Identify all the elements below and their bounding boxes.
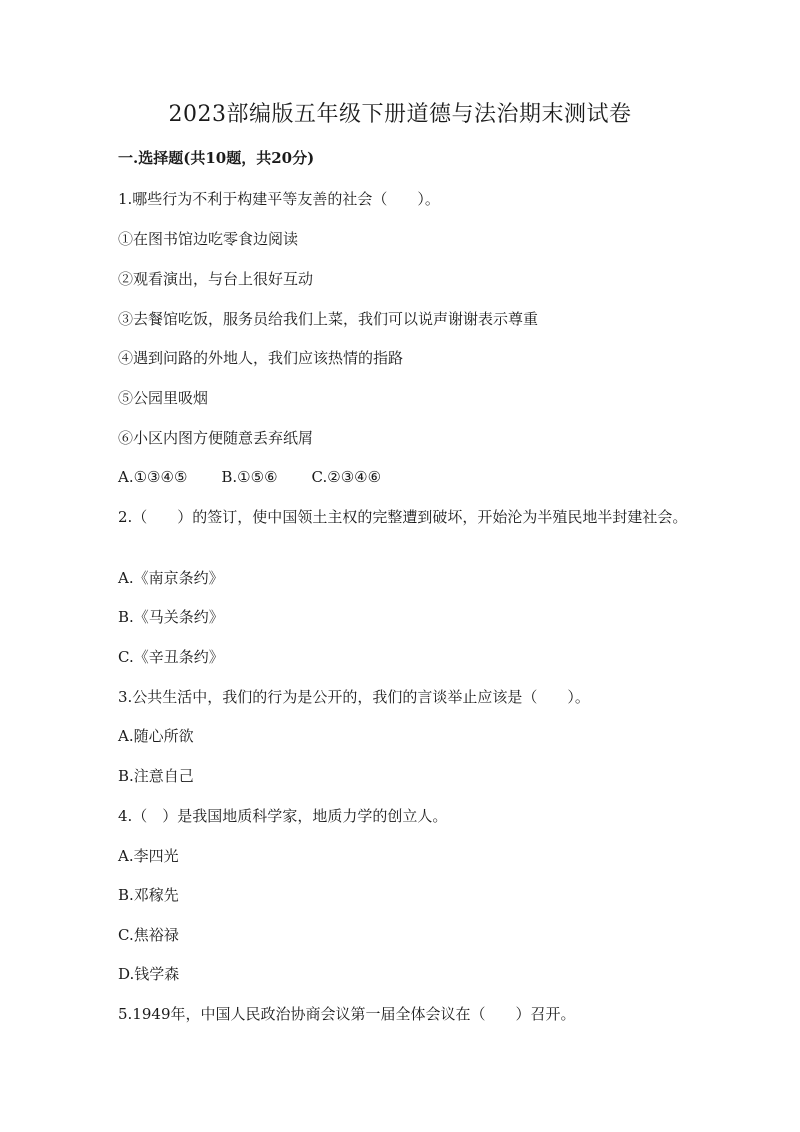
question-5-stem: 5.1949年，中国人民政治协商会议第一届全体会议在（ ）召开。 [118, 1005, 576, 1023]
question-2-option: C.《辛丑条约》 [118, 648, 224, 666]
question-3-option: A.随心所欲 [118, 727, 194, 745]
choice-option: C.②③④⑥ [311, 468, 382, 486]
page-title: 2023部编版五年级下册道德与法治期末测试卷 [168, 102, 632, 127]
choice-option: A.①③④⑤ [118, 468, 188, 486]
question-1-item: ⑥小区内图方便随意丢弃纸屑 [118, 429, 314, 447]
question-2-option: A.《南京条约》 [118, 569, 224, 587]
question-1-stem: 1.哪些行为不利于构建平等友善的社会（ ）。 [118, 190, 440, 208]
question-1-item: ②观看演出，与台上很好互动 [118, 270, 314, 288]
question-1-item: ④遇到问路的外地人，我们应该热情的指路 [118, 349, 404, 367]
question-2-stem: 2.（ ）的签订，使中国领土主权的完整遭到破坏，开始沦为半殖民地半封建社会。 [118, 508, 688, 526]
question-3-option: B.注意自己 [118, 767, 194, 785]
question-4-option: A.李四光 [118, 847, 179, 865]
question-4-stem: 4.（ ）是我国地质科学家，地质力学的创立人。 [118, 807, 448, 825]
question-2-option: B.《马关条约》 [118, 608, 224, 626]
choice-option: B.①⑤⑥ [221, 468, 278, 486]
question-1-choices [118, 466, 688, 488]
question-1-item: ①在图书馆边吃零食边阅读 [118, 230, 299, 248]
question-1-item: ③去餐馆吃饭，服务员给我们上菜，我们可以说声谢谢表示尊重 [118, 310, 539, 328]
question-4-option: D.钱学森 [118, 965, 180, 983]
question-1-item: ⑤公园里吸烟 [118, 389, 209, 407]
question-4-option: C.焦裕禄 [118, 926, 179, 944]
section-header: 一.选择题(共10题，共20分) [118, 149, 315, 167]
question-3-stem: 3.公共生活中，我们的行为是公开的，我们的言谈举止应该是（ ）。 [118, 688, 590, 706]
question-4-option: B.邓稼先 [118, 886, 179, 904]
